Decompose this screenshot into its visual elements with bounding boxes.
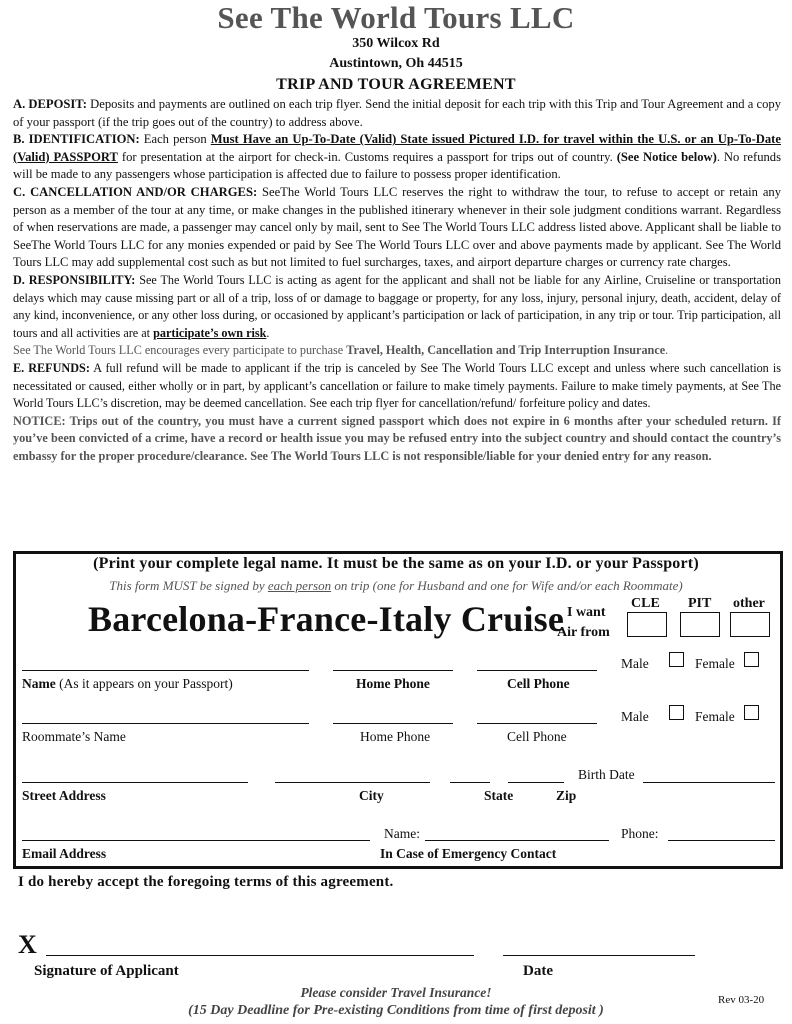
birth-date-field[interactable] (643, 782, 775, 783)
street-address-field[interactable] (22, 782, 248, 783)
roommate-name-field[interactable] (22, 723, 309, 724)
notice-label: NOTICE: (13, 413, 66, 428)
company-name: See The World Tours LLC (217, 0, 575, 35)
signature-label: Signature of Applicant (34, 963, 179, 979)
term-responsibility-label: D. RESPONSIBILITY: (13, 272, 136, 287)
insurance-types: Travel, Health, Cancellation and Trip Interruption Insurance (346, 343, 666, 358)
zip-label: Zip (556, 788, 577, 803)
name-hint: (As it appears on your Passport) (59, 676, 233, 691)
male-checkbox[interactable] (669, 652, 684, 667)
airport-label-cle: CLE (631, 596, 660, 611)
form-subheading (0, 578, 792, 594)
term-identification (13, 131, 781, 184)
home-phone-field[interactable] (333, 670, 453, 671)
term-responsibility-end: . (266, 325, 270, 340)
address-line-1: 350 Wilcox Rd (352, 36, 440, 51)
roommate-cell-phone-field[interactable] (477, 723, 597, 724)
form-subheading-post: on trip (one for Husband and one for Wife and/or each Roommate) (331, 578, 683, 593)
city-field[interactable] (275, 782, 430, 783)
i-want-label: I want (567, 605, 606, 620)
acceptance-statement: I do hereby accept the foregoing terms of this agreement. (18, 874, 394, 890)
form-subheading-pre: This form MUST be signed by (109, 578, 268, 593)
agreement-title: TRIP AND TOUR AGREEMENT (276, 76, 516, 93)
emergency-name-field[interactable] (425, 840, 609, 841)
roommate-male-label: Male (621, 709, 649, 724)
term-deposit-text: Deposits and payments are outlined on each trip flyer. Send the initial deposit for each trip with this Trip and Tour Agreement and a copy of your passport (if the trip goes out of the country) to address above. (13, 97, 781, 129)
signature-x-mark: X (18, 930, 37, 959)
airport-label-other: other (733, 596, 765, 611)
airport-checkbox-cle[interactable] (627, 612, 667, 637)
term-refunds-label: E. REFUNDS: (13, 360, 90, 375)
term-responsibility (13, 272, 781, 342)
date-field[interactable] (503, 955, 695, 956)
state-field[interactable] (450, 782, 490, 783)
emergency-contact-label: In Case of Emergency Contact (380, 846, 557, 861)
female-label: Female (695, 656, 735, 671)
term-identification-label: B. IDENTIFICATION: (13, 132, 140, 147)
roommate-name-label: Roommate’s Name (22, 729, 126, 744)
emergency-name-label: Name: (384, 826, 420, 841)
trip-name: Barcelona-France-Italy Cruise (88, 599, 565, 639)
state-label: State (484, 788, 514, 803)
insurance-reminder: Please consider Travel Insurance! (300, 985, 492, 1000)
signature-field[interactable] (46, 955, 474, 956)
roommate-home-phone-label: Home Phone (360, 729, 431, 744)
email-address-label: Email Address (22, 846, 107, 861)
term-deposit-label: A. DEPOSIT: (13, 97, 87, 111)
notice (13, 413, 781, 466)
birth-date-label: Birth Date (578, 767, 635, 782)
term-refunds-text: A full refund will be made to applicant if the trip is canceled by See The World Tours LLC except and unless where such cancellation is necessitated or caused, either wholly or in part, by applicant’s cancellation or failure to make timely payments. Failure to make timely payments, at See The World Tours LLC’s discretion, may be deemed cancellation. See each trip flyer for cancellation/refund/ forfeiture policy and dates. (13, 360, 781, 411)
term-responsibility-text: See The World Tours LLC is acting as agent for the applicant and shall not be liable for any Airline, Cruiseline or transportation delays which may cause missing part or all of a trip, loss of or damage to baggage or property, for any loss, injury, personal injury, death, accident, delay of any kind, inconvenience, or any other loss during, or occasioned by applicant’s participation or lack of participation, in any trip or tour. Trip participation, all tours and all activities are at (13, 272, 781, 340)
cell-phone-label: Cell Phone (507, 676, 570, 691)
name-field[interactable] (22, 670, 309, 671)
cell-phone-field[interactable] (477, 670, 597, 671)
female-checkbox[interactable] (744, 652, 759, 667)
email-field[interactable] (22, 840, 370, 841)
address-line-2: Austintown, Oh 44515 (329, 56, 463, 71)
term-identification-requirement: Must Have an Up-To-Date (Valid) State issued Pictured I.D. for travel within the U.S. or an Up-To-Date (Valid) PASSPORT (13, 132, 781, 164)
own-risk-text: participate’s own risk (153, 325, 267, 340)
form-subheading-underlined: each person (267, 578, 332, 593)
airport-checkbox-other[interactable] (730, 612, 770, 637)
male-label: Male (621, 656, 649, 671)
emergency-phone-label: Phone: (621, 826, 659, 841)
term-refunds (13, 360, 781, 413)
city-label: City (359, 788, 384, 803)
term-identification-text-3: . No refunds will be made to any passengers whose participation is affected due to failure to possess proper identification. (13, 149, 781, 182)
air-from-label: Air from (557, 625, 610, 640)
airport-label-pit: PIT (688, 596, 712, 611)
home-phone-label: Home Phone (356, 676, 430, 691)
name-label (22, 676, 233, 692)
street-address-label: Street Address (22, 788, 106, 803)
term-identification-text-2: for presentation at the airport for check-in. Customs requires a passport for trips out of country. (117, 149, 617, 164)
form-heading: (Print your complete legal name. It must be the same as on your I.D. or your Passport) (93, 555, 699, 572)
term-identification-text: Each person (139, 132, 211, 147)
zip-field[interactable] (508, 782, 564, 783)
insurance-note-text: See The World Tours LLC encourages every participate to purchase (13, 343, 347, 358)
insurance-note (13, 342, 781, 360)
roommate-home-phone-field[interactable] (333, 723, 453, 724)
name-label-text: Name (22, 676, 56, 691)
terms-section (13, 96, 781, 465)
notice-text-1: Trips out of the country, you must have a current signed passport which does not expire in 6 months after your scheduled return. (65, 413, 768, 428)
term-deposit (13, 96, 781, 131)
emergency-phone-field[interactable] (668, 840, 775, 841)
revision-label: Rev 03-20 (718, 994, 765, 1006)
date-label: Date (523, 963, 553, 979)
term-cancellation-text: SeeThe World Tours LLC reserves the right to withdraw the tour, to refuse to accept or retain any person as a member of the tour at any time, or make changes in the published itinerary whenever in their sole judgment conditions warrant. Regardless of when reservations are made, a passenger may cancel only by mail, sent to See The World Tours LLC address listed above. Applicant shall be liable to SeeThe World Tours LLC for any monies expended or paid by See The World Tours LLC over and above payments made by applicant. See The World Tours LLC may add supplemental cost such as but not limited to fuel surcharges, taxes, and airport departure charges or currency rate charges. (13, 184, 781, 270)
term-cancellation-label: C. CANCELLATION AND/OR CHARGES: (13, 184, 258, 199)
airport-checkbox-pit[interactable] (680, 612, 720, 637)
see-notice-ref: (See Notice below) (616, 149, 717, 164)
notice-text-2: If you’ve been convicted of a crime, have a record or health issue you may be refused entry into the subject country and should contact the country’s embassy for the proper procedure/clearance. See The World Tours LLC is not responsible/liable for your denied entry for any reason. (13, 413, 781, 463)
roommate-female-label: Female (695, 709, 735, 724)
roommate-male-checkbox[interactable] (669, 705, 684, 720)
roommate-female-checkbox[interactable] (744, 705, 759, 720)
roommate-cell-phone-label: Cell Phone (507, 729, 567, 744)
deadline-note: (15 Day Deadline for Pre-existing Conditions from time of first deposit ) (188, 1003, 604, 1018)
insurance-note-end: . (665, 343, 669, 358)
term-cancellation (13, 184, 781, 272)
